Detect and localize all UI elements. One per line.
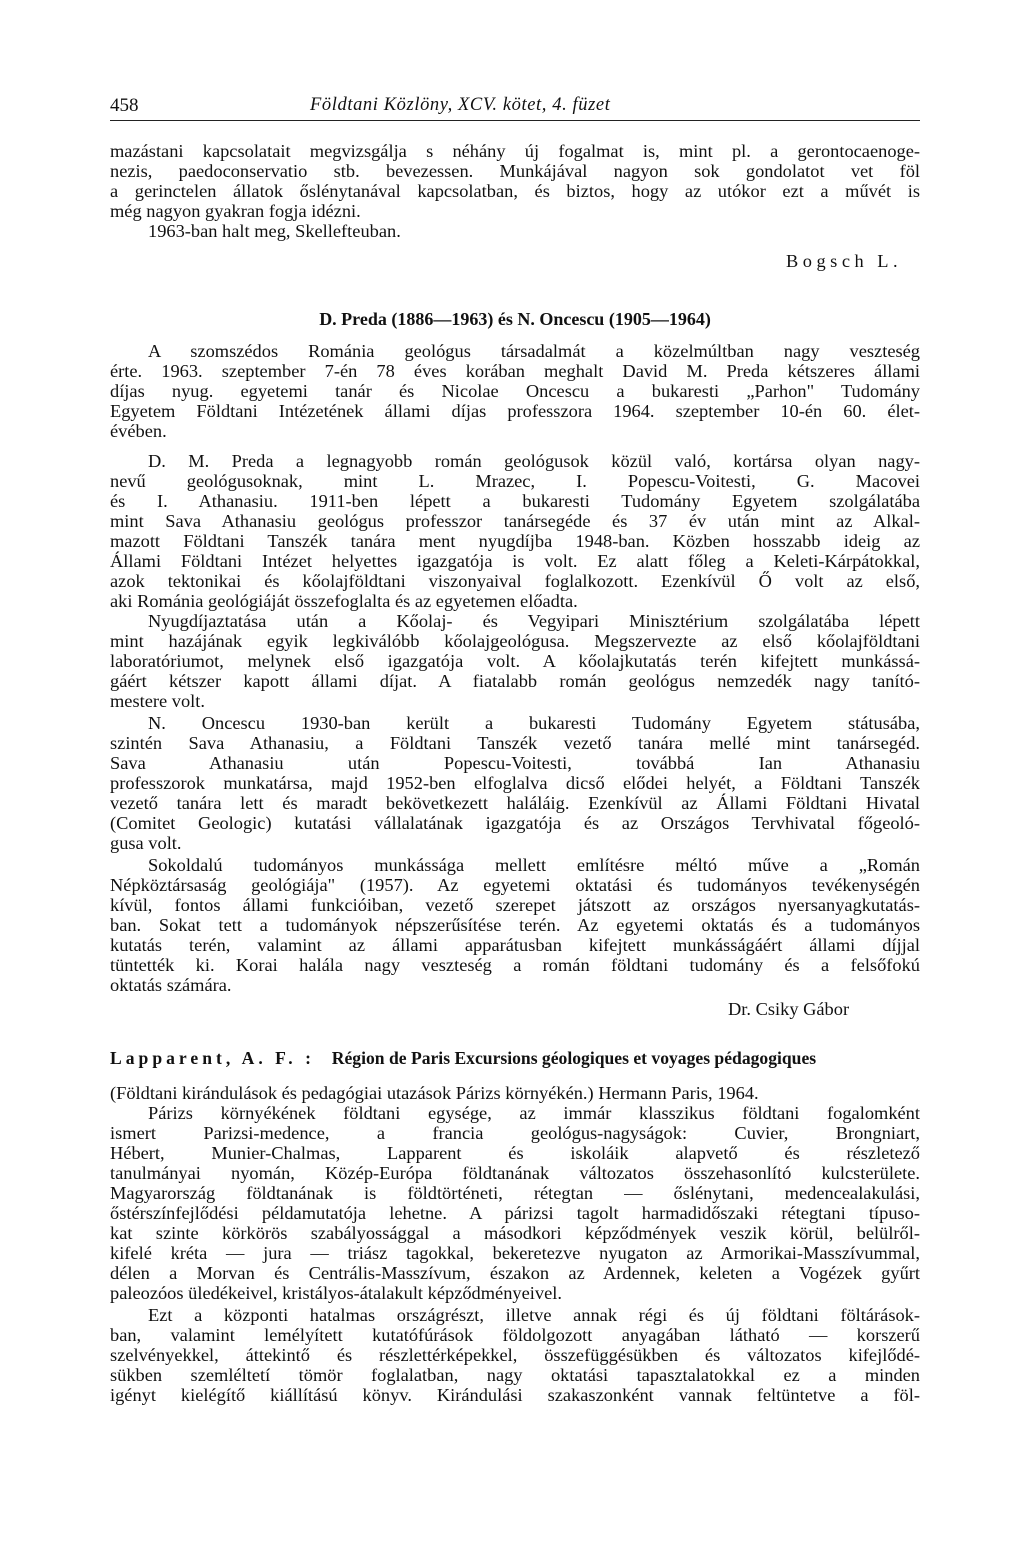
- paragraph-line: érte. 1963. szeptember 7-én 78 éves korában meghalt David M. Preda kétszeres állami: [110, 361, 920, 381]
- paragraph-line: délen a Morvan és Centrális-Masszívum, északon az Ardennek, keleten a Vogézek gyűrt: [110, 1263, 920, 1283]
- paragraph-line: Sokoldalú tudományos munkássága mellett említésre méltó műve a „Román: [148, 855, 920, 875]
- page-number: 458: [110, 95, 139, 116]
- paragraph-line: D. M. Preda a legnagyobb román geológusok közül való, kortársa olyan nagy-: [148, 451, 920, 471]
- paragraph-line: nevű geológusoknak, mint L. Mrazec, I. Popescu-Voitesti, G. Macovei: [110, 471, 920, 491]
- paragraph-line: mazott Földtani Tanszék tanára ment nyugdíjba 1948-ban. Közben hosszabb ideig az: [110, 531, 920, 551]
- paragraph-line: Ezt a központi hatalmas országrészt, illetve annak régi és új földtani föltárások-: [148, 1305, 920, 1325]
- paragraph-line: laboratóriumot, melynek első igazgatója volt. A kőolajkutatás terén kifejtett munkássá-: [110, 651, 920, 671]
- paragraph-line: díjas nyug. egyetemi tanár és Nicolae Oncescu a bukaresti „Parhon" Tudomány: [110, 381, 920, 401]
- paragraph-line: tüntették ki. Korai halála nagy veszteség a román földtani tudomány és a felsőfokú: [110, 955, 920, 975]
- paragraph-line: a gerinctelen állatok őslénytanával kapcsolatban, és biztos, hogy az utókor ezt a művét is: [110, 181, 920, 201]
- paragraph-line: azok tektonikai és kőolajföldtani viszonyaival foglalkozott. Ezenkívül Ő volt az első,: [110, 571, 920, 591]
- paragraph-line: gáért kétszer kapott állami díjat. A fiatalabb román geológus nemzedék nagy tanító-: [110, 671, 920, 691]
- paragraph-line: mazástani kapcsolatait megvizsgálja s néhány új fogalmat is, mint pl. a gerontocaenoge-: [110, 141, 920, 161]
- paragraph-line: professzorok munkatársa, majd 1952-ben elfoglalva dicső elődei helyét, a Földtani Tanszék: [110, 773, 920, 793]
- paragraph-line: Népköztársaság geológiája" (1957). Az egyetemi oktatási és tudományos tevékenységén: [110, 875, 920, 895]
- paragraph-line: kívül, fontos állami funkcióiban, vezető szerepet játszott az országos nyersanyagkutatás-: [110, 895, 920, 915]
- paragraph-line: Hébert, Munier-Chalmas, Lapparent és iskoláik alapvető és részletező: [110, 1143, 920, 1163]
- signature: Bogsch L.: [786, 251, 903, 271]
- paragraph-line: Magyarország földtanának is földtörténeti, rétegtan — őslénytani, medencealakulási,: [110, 1183, 920, 1203]
- paragraph-line: aki Románia geológiáját összefoglalta és az egyetemen előadta.: [110, 591, 578, 611]
- paragraph-line: sükben szemléltetí tömör foglalatban, nagy oktatási tapasztalatokkal ez a minden: [110, 1365, 920, 1385]
- page-header: [110, 95, 920, 121]
- paragraph-line: mint Sava Athanasiu geológus professzor tanársegéde és 37 év után mint az Alkal-: [110, 511, 920, 531]
- paragraph-line: Nyugdíjaztatása után a Kőolaj- és Vegyipari Minisztérium szolgálatába lépett: [148, 611, 920, 631]
- paragraph-line: őstérszínfejlődési példamutatója lehetne. A párizsi tagolt harmadidőszaki rétegtani típuso-: [110, 1203, 920, 1223]
- paragraph-line: A szomszédos Románia geológus társadalmát a közelmúltban nagy veszteség: [148, 341, 920, 361]
- review-heading: [110, 1049, 920, 1069]
- paragraph-line: N. Oncescu 1930-ban került a bukaresti Tudomány Egyetem státusába,: [148, 713, 920, 733]
- paragraph-line: szelvényekkel, áttekintő és részlettérképekkel, összefüggésükben és változatos kifejlődé-: [110, 1345, 920, 1365]
- paragraph-line: paleozóos üledékeivel, kristályos-átalakult képződményeivel.: [110, 1283, 562, 1303]
- paragraph-line: Sava Athanasiu után Popescu-Voitesti, továbbá Ian Athanasiu: [110, 753, 920, 773]
- paragraph-line: Állami Földtani Intézet helyettes igazgatója is volt. Ez alatt főleg a Keleti-Kárpátokkal,: [110, 551, 920, 571]
- running-title: Földtani Közlöny, XCV. kötet, 4. füzet: [310, 95, 611, 115]
- paragraph-line: ismert Parizsi-medence, a francia geológus-nagyságok: Cuvier, Brongniart,: [110, 1123, 920, 1143]
- paragraph-line: (Comitet Geologic) kutatási vállalatának igazgatója és az Országos Tervhivatal főgeoló-: [110, 813, 920, 833]
- paragraph-line: kat szinte körkörös szabályossággal a másodkori képződmények veszik körül, belülről-: [110, 1223, 920, 1243]
- paragraph-line: ban, valamint lemélyített kutatófúrások földolgozott anyagában látható — korszerű: [110, 1325, 920, 1345]
- paragraph-line: kutatás terén, valamint az állami apparátusban kifejtett munkásságáért állami díjjal: [110, 935, 920, 955]
- paragraph-line: mestere volt.: [110, 691, 205, 711]
- signature: Dr. Csiky Gábor: [728, 999, 850, 1019]
- review-title: Région de Paris Excursions géologiques et voyages pédagogiques: [331, 1048, 817, 1068]
- paragraph-line: Egyetem Földtani Intézetének állami díjas professzora 1964. szeptember 10-én 60. élet-: [110, 401, 920, 421]
- paragraph-line: ban. Sokat tett a tudományok népszerűsítése terén. Az egyetemi oktatás és a tudományos: [110, 915, 920, 935]
- paragraph-line: tanulmányai nyomán, Közép-Európa földtanának változatos összehasonlító kulcsterülete.: [110, 1163, 920, 1183]
- paragraph-line: gusa volt.: [110, 833, 182, 853]
- paragraph-line: oktatás számára.: [110, 975, 232, 995]
- paragraph-line: még nagyon gyakran fogja idézni.: [110, 201, 361, 221]
- paragraph-line: évében.: [110, 421, 167, 441]
- paragraph-line: igényt kielégítő kiállítású könyv. Kirándulási szakaszonként vannak feltüntetve a föl-: [110, 1385, 920, 1405]
- paragraph-line: és I. Athanasiu. 1911-ben lépett a bukaresti Tudomány Egyetem szolgálatába: [110, 491, 920, 511]
- section-heading: D. Preda (1886—1963) és N. Oncescu (1905—1964): [319, 309, 711, 329]
- paragraph-line: mint hazájának egyik legkiválóbb kőolajgeológusa. Megszervezte az első kőolajföldtani: [110, 631, 920, 651]
- paragraph-line: vezető tanára lett és maradt bekövetkezett haláláig. Ezenkívül az Állami Földtani Hivatal: [110, 793, 920, 813]
- paragraph-line: (Földtani kirándulások és pedagógiai utazások Párizs környékén.) Hermann Paris, 1964.: [110, 1083, 759, 1103]
- paragraph-line: 1963-ban halt meg, Skellefteuban.: [148, 221, 401, 241]
- review-author: Lapparent, A. F. :: [110, 1048, 315, 1068]
- paragraph-line: kifelé kréta — jura — triász tagokkal, bekeretezve nyugaton az Armorikai-Masszívummal,: [110, 1243, 920, 1263]
- paragraph-line: szintén Sava Athanasiu, a Földtani Tanszék vezető tanára mellé mint tanársegéd.: [110, 733, 920, 753]
- paragraph-line: Párizs környékének földtani egysége, az immár klasszikus földtani fogalomként: [148, 1103, 920, 1123]
- paragraph-line: nezis, paedoconservatio stb. bevezessen. Munkájával nagyon sok gondolatot vet föl: [110, 161, 920, 181]
